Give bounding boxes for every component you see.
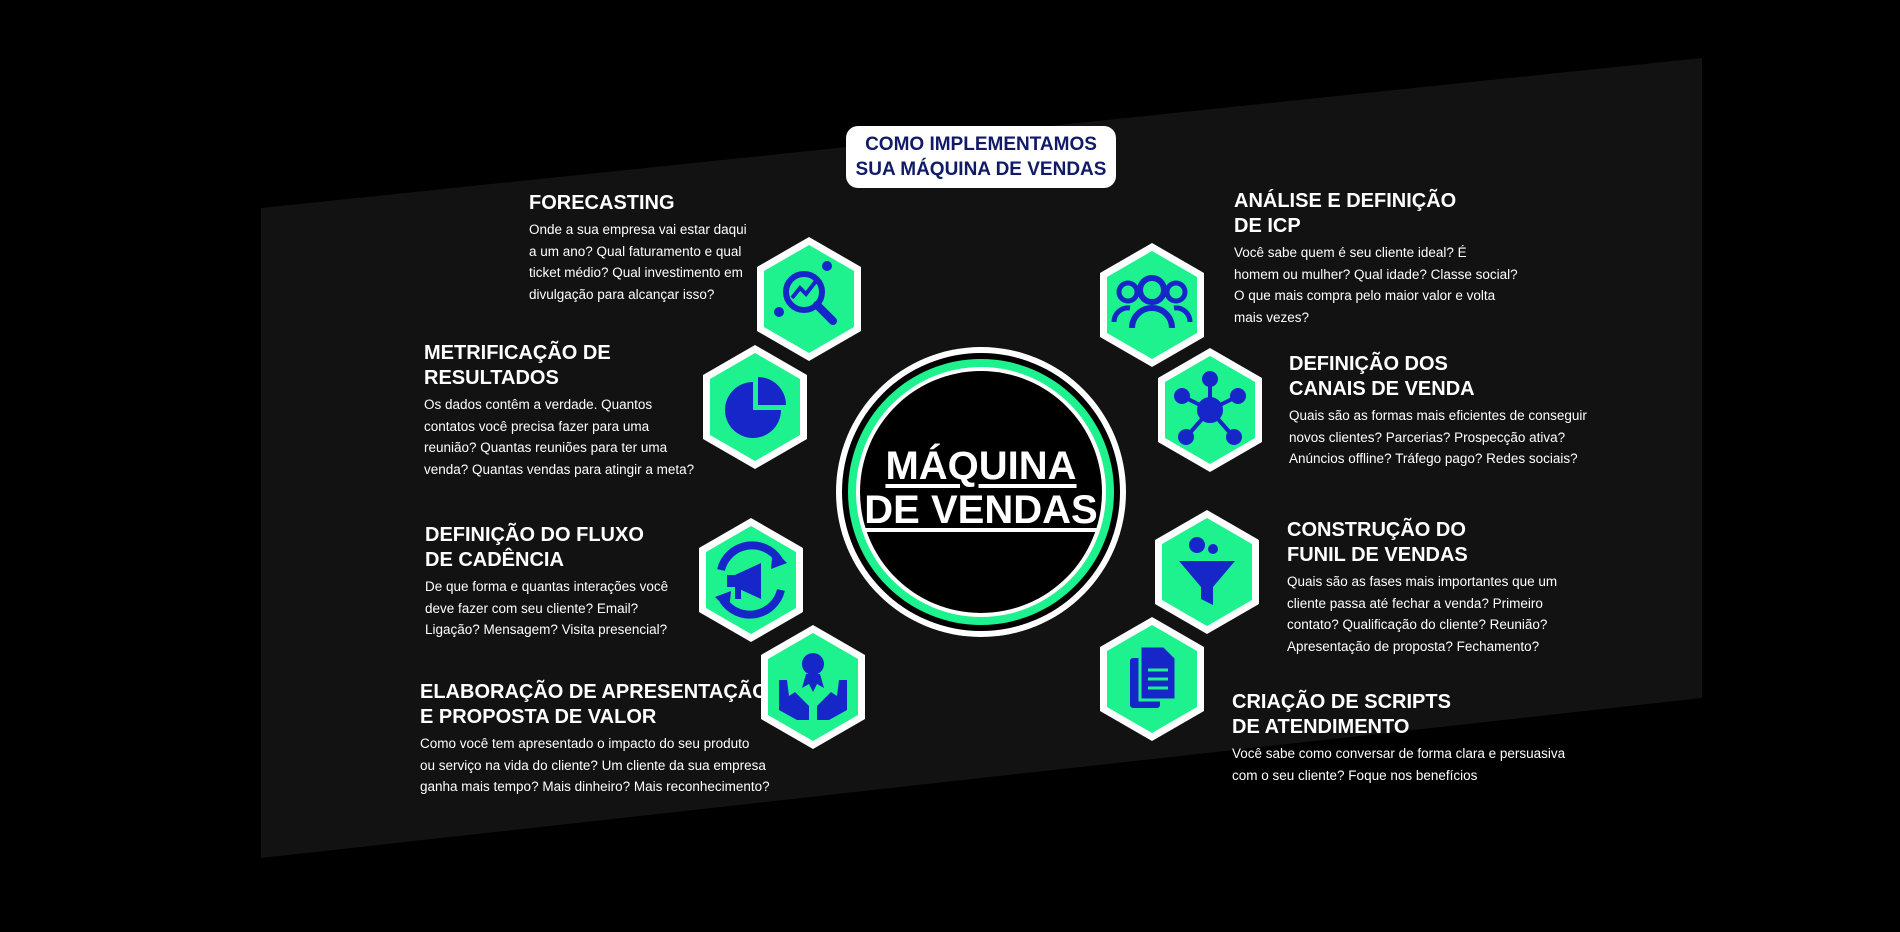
item-icp <box>1234 189 1534 328</box>
item-title-line-1: ANÁLISE E DEFINIÇÃO <box>1234 190 1457 212</box>
item-title-line-2: DE CADÊNCIA <box>425 549 564 571</box>
center-title <box>833 444 1129 532</box>
item-description: Onde a sua empresa vai estar daqui a um ano? Qual faturamento e qual ticket médio? Qual investimento em divulgação para alcançar isso? <box>529 222 747 302</box>
item-title-line-2: E PROPOSTA DE VALOR <box>420 706 657 728</box>
item-title-line-2: CANAIS DE VENDA <box>1289 378 1475 400</box>
item-channels <box>1289 352 1599 470</box>
item-title-line-1: CRIAÇÃO DE SCRIPTS <box>1232 691 1451 713</box>
item-description: Quais são as formas mais eficientes de conseguir novos clientes? Parcerias? Prospecção ativa? Anúncios offline? Tráfego pago? Redes sociais? <box>1289 408 1587 466</box>
channels-hex <box>1150 345 1270 475</box>
header-line-1: COMO IMPLEMENTAMOS <box>865 134 1097 155</box>
item-title-line-1: CONSTRUÇÃO DO <box>1287 519 1466 541</box>
item-forecasting <box>529 191 759 305</box>
item-title-line-2: FUNIL DE VENDAS <box>1287 544 1468 566</box>
item-title-line-2: DE ATENDIMENTO <box>1232 716 1410 738</box>
item-description: De que forma e quantas interações você deve fazer com seu cliente? Email? Ligação? Mensagem? Visita presencial? <box>425 579 669 637</box>
center-title-line-1: MÁQUINA <box>885 444 1077 488</box>
item-description: Você sabe como conversar de forma clara e persuasiva com o seu cliente? Foque nos benefícios <box>1232 746 1566 783</box>
item-title-line-2: RESULTADOS <box>424 367 559 389</box>
item-title: FORECASTING <box>529 192 675 214</box>
item-title-line-1: DEFINIÇÃO DOS <box>1289 353 1448 375</box>
item-title-line-1: DEFINIÇÃO DO FLUXO <box>425 524 644 546</box>
scripts-hex <box>1092 614 1212 744</box>
item-scripts <box>1232 690 1602 786</box>
item-description: Como você tem apresentado o impacto do seu produto ou serviço na vida do cliente? Um cliente da sua empresa ganha mais tempo? Mais dinheiro? Mais reconhecimento? <box>420 736 770 794</box>
center-title-line-2: DE VENDAS <box>864 488 1098 532</box>
item-title-line-1: METRIFICAÇÃO DE <box>424 342 611 364</box>
item-funnel <box>1287 518 1587 657</box>
item-title-line-1: ELABORAÇÃO DE APRESENTAÇÃO <box>420 681 768 703</box>
item-description: Os dados contêm a verdade. Quantos contatos você precisa fazer para uma reunião? Quantas reuniões para ter uma venda? Quantas vendas para atingir a meta? <box>424 397 695 477</box>
item-description: Quais são as fases mais importantes que um cliente passa até fechar a venda? Primeiro contato? Qualificação do cliente? Reunião? Apresentação de proposta? Fechamento? <box>1287 574 1558 654</box>
item-metrification <box>424 341 714 480</box>
item-cadence <box>425 523 695 641</box>
header-label <box>846 126 1116 188</box>
header-line-2: SUA MÁQUINA DE VENDAS <box>855 159 1107 180</box>
item-title-line-2: DE ICP <box>1234 215 1301 237</box>
item-presentation <box>420 680 790 798</box>
item-description: Você sabe quem é seu cliente ideal? É homem ou mulher? Qual idade? Classe social? O que mais compra pelo maior valor e volta mais vezes? <box>1234 245 1518 325</box>
